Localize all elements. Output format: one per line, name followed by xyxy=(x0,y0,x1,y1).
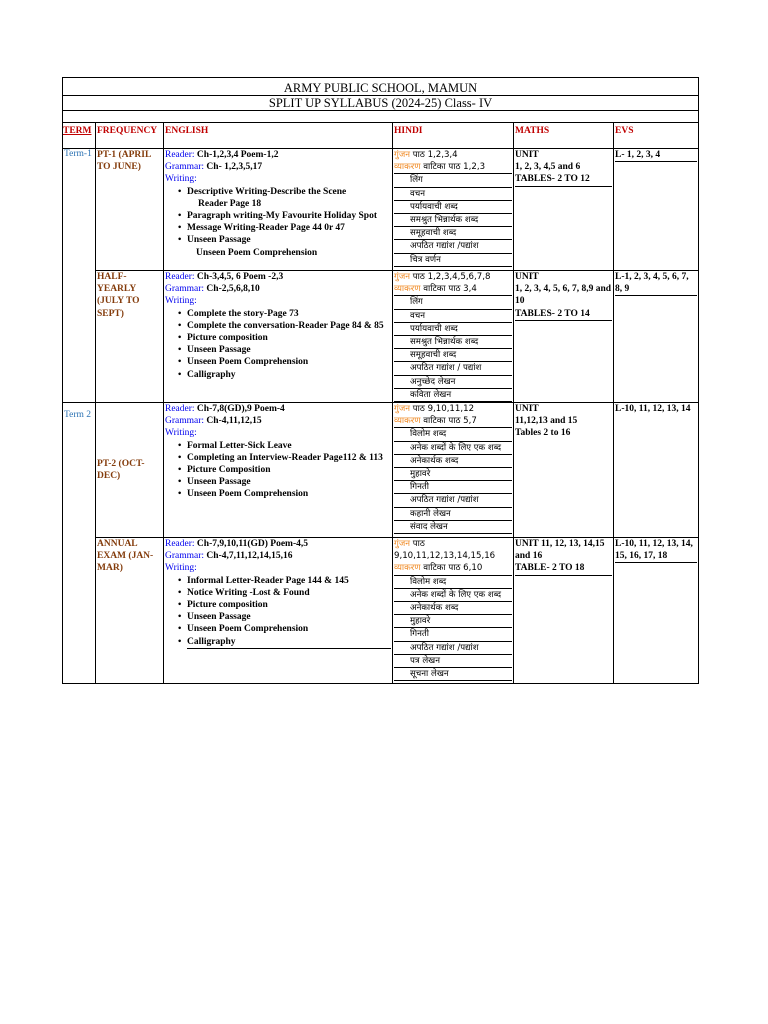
english-cell xyxy=(164,403,393,538)
evs-cell xyxy=(614,403,699,538)
list-item: मुहावरे xyxy=(394,615,512,628)
gunjan-label: गुंजन xyxy=(394,150,410,160)
list-item: • Complete the conversation-Reader Page 84 & 85 xyxy=(187,320,391,332)
english-cell xyxy=(164,271,393,403)
reader-value: Ch-3,4,5, 6 Poem -2,3 xyxy=(194,272,284,282)
list-item: वचन xyxy=(394,188,512,201)
list-item: सूचना लेखन xyxy=(394,668,512,681)
gunjan-value: पाठ 9,10,11,12 xyxy=(410,404,475,415)
maths-cell xyxy=(514,538,614,684)
col-english: ENGLISH xyxy=(164,123,393,149)
list-item: अनेकार्थक शब्द xyxy=(394,455,512,468)
col-hindi: HINDI xyxy=(393,123,514,149)
evs-cell xyxy=(614,271,699,403)
grammar-value: Ch- 1,2,3,5,17 xyxy=(204,162,263,173)
list-item: समश्रुत भिन्नार्थक शब्द xyxy=(394,336,512,349)
writing-label: Writing: xyxy=(165,563,197,574)
table-row xyxy=(63,403,699,538)
table-row xyxy=(63,271,699,403)
col-term: TERM xyxy=(63,123,96,149)
list-item: • Picture composition xyxy=(187,332,391,344)
column-header-row xyxy=(63,123,699,149)
list-item: गिनती xyxy=(394,628,512,641)
frequency-cell: ANNUAL EXAM (JAN-MAR) xyxy=(96,538,164,684)
english-cell xyxy=(164,149,393,271)
col-maths: MATHS xyxy=(514,123,614,149)
grammar-label: Grammar: xyxy=(165,162,205,173)
maths-cell xyxy=(514,271,614,403)
list-item: • Calligraphy xyxy=(187,369,391,381)
gunjan-label: गुंजन xyxy=(394,404,410,415)
list-item: गिनती xyxy=(394,481,512,494)
list-item: चित्र वर्णन xyxy=(394,254,512,267)
col-evs: EVS xyxy=(614,123,699,149)
gunjan-label: गुंजन xyxy=(394,539,410,550)
vyakaran-label: व्याकरण xyxy=(394,284,421,295)
list-item: पर्यायवाची शब्द xyxy=(394,323,512,336)
evs-cell xyxy=(614,538,699,684)
maths-cell xyxy=(514,403,614,538)
list-item: • Completing an Interview-Reader Page112 & 113 xyxy=(187,452,391,464)
vyakaran-label: व्याकरण xyxy=(394,563,421,574)
list-item: विलोम शब्द xyxy=(394,576,512,589)
writing-label: Writing: xyxy=(165,296,197,307)
table-row xyxy=(63,149,699,271)
list-item: • Complete the story-Page 73 xyxy=(187,308,391,320)
grammar-value: Ch-4,7,11,12,14,15,16 xyxy=(204,551,293,562)
grammar-label: Grammar: xyxy=(165,416,205,427)
frequency-cell: HALF-YEARLY (JULY TO SEPT) xyxy=(96,271,164,403)
maths-line: 11,12,13 and 15 xyxy=(515,416,578,427)
frequency-cell: PT-2 (OCT-DEC) xyxy=(96,403,164,538)
list-item: विलोम शब्द xyxy=(394,428,512,441)
list-item: समूहवाची शब्द xyxy=(394,227,512,240)
hindi-cell xyxy=(393,271,514,403)
grammar-label: Grammar: xyxy=(165,551,205,562)
list-item: अनेक शब्दों के लिए एक शब्द xyxy=(394,442,512,455)
gunjan-value: पाठ 1,2,3,4,5,6,7,8 xyxy=(410,272,491,282)
list-item: वचन xyxy=(394,310,512,323)
vyakaran-label: व्याकरण xyxy=(394,162,421,173)
list-item: कहानी लेखन xyxy=(394,508,512,521)
maths-line: 1, 2, 3, 4,5 and 6 xyxy=(515,162,581,173)
gunjan-value: पाठ 1,2,3,4 xyxy=(410,150,458,160)
writing-label: Writing: xyxy=(165,428,197,439)
list-item: • Picture composition xyxy=(187,599,391,611)
english-cell xyxy=(164,538,393,684)
list-item: • Unseen Poem Comprehension xyxy=(187,356,391,368)
vyakaran-label: व्याकरण xyxy=(394,416,421,427)
reader-value: Ch-1,2,3,4 Poem-1,2 xyxy=(194,150,279,160)
list-item: अनुच्छेद लेखन xyxy=(394,376,512,389)
gunjan-value: पाठ 9,10,11,12,13,14,15,16 xyxy=(394,539,496,562)
maths-line: 1, 2, 3, 4, 5, 6, 7, 8,9 and 10 xyxy=(515,284,612,307)
term-label: Term 2 xyxy=(64,410,92,421)
frequency-cell: PT-1 (APRIL TO JUNE) xyxy=(96,149,164,271)
grammar-value: Ch-2,5,6,8,10 xyxy=(204,284,260,295)
vyakaran-value: वाटिका पाठ 1,2,3 xyxy=(420,162,486,173)
reader-label: Reader: xyxy=(165,272,195,282)
list-item: • Unseen Poem Comprehension xyxy=(187,488,391,500)
list-item: पर्यायवाची शब्द xyxy=(394,201,512,214)
maths-line: TABLES- 2 TO 12 xyxy=(515,173,612,186)
list-item: • Unseen Passage xyxy=(187,476,391,488)
reader-label: Reader: xyxy=(165,150,195,160)
evs-value: L- 1, 2, 3, 4 xyxy=(615,149,697,162)
term-cell xyxy=(63,149,96,403)
hindi-cell xyxy=(393,403,514,538)
list-item-note: Reader Page 18 xyxy=(198,198,262,209)
writing-label: Writing: xyxy=(165,174,197,185)
reader-label: Reader: xyxy=(165,404,195,415)
list-item: अपठित गद्यांश /पद्यांश xyxy=(394,240,512,253)
term-cell xyxy=(63,403,96,684)
gunjan-label: गुंजन xyxy=(394,272,410,282)
list-item: कविता लेखन xyxy=(394,389,512,402)
maths-line: TABLE- 2 TO 18 xyxy=(515,562,612,575)
reader-label: Reader: xyxy=(165,539,195,550)
list-item: • Paragraph writing-My Favourite Holiday Spot xyxy=(187,210,391,222)
list-item: समश्रुत भिन्नार्थक शब्द xyxy=(394,214,512,227)
maths-line: Tables 2 to 16 xyxy=(515,428,571,439)
evs-value: L-1, 2, 3, 4, 5, 6, 7, 8, 9 xyxy=(615,271,697,296)
list-item: • Formal Letter-Sick Leave xyxy=(187,440,391,452)
list-item: • Picture Composition xyxy=(187,464,391,476)
vyakaran-value: वाटिका पाठ 3,4 xyxy=(420,284,477,295)
maths-line: UNIT 11, 12, 13, 14,15 and 16 xyxy=(515,539,605,562)
list-item: पत्र लेखन xyxy=(394,655,512,668)
list-item: • Calligraphy xyxy=(187,636,391,649)
list-item: अनेक शब्दों के लिए एक शब्द xyxy=(394,589,512,602)
list-item: लिंग xyxy=(394,296,512,309)
grammar-label: Grammar: xyxy=(165,284,205,295)
hindi-cell xyxy=(393,149,514,271)
evs-cell xyxy=(614,149,699,271)
maths-line: UNIT xyxy=(515,404,539,415)
list-item: • Unseen Passage xyxy=(187,234,391,246)
col-frequency: FREQUENCY xyxy=(96,123,164,149)
list-item: मुहावरे xyxy=(394,468,512,481)
list-item: अनेकार्थक शब्द xyxy=(394,602,512,615)
list-item-note: Unseen Poem Comprehension xyxy=(196,247,318,258)
list-item: • Descriptive Writing-Describe the Scene xyxy=(187,186,391,198)
reader-value: Ch-7,9,10,11(GD) Poem-4,5 xyxy=(194,539,309,550)
maths-line: UNIT xyxy=(515,150,539,160)
list-item: • Informal Letter-Reader Page 144 & 145 xyxy=(187,575,391,587)
list-item: संवाद लेखन xyxy=(394,521,512,534)
evs-value: L-10, 11, 12, 13, 14 xyxy=(615,404,691,415)
list-item: अपठित गद्यांश /पद्यांश xyxy=(394,494,512,507)
syllabus-page xyxy=(62,77,698,684)
list-item: • Notice Writing -Lost & Found xyxy=(187,587,391,599)
list-item: • Unseen Poem Comprehension xyxy=(187,623,391,635)
grammar-value: Ch-4,11,12,15 xyxy=(204,416,262,427)
syllabus-table xyxy=(62,77,699,684)
table-row xyxy=(63,538,699,684)
list-item: • Message Writing-Reader Page 44 0r 47 xyxy=(187,222,391,234)
hindi-cell xyxy=(393,538,514,684)
reader-value: Ch-7,8(GD),9 Poem-4 xyxy=(194,404,285,415)
list-item: • Unseen Passage xyxy=(187,611,391,623)
list-item: अपठित गद्यांश / पद्यांश xyxy=(394,362,512,375)
table-header xyxy=(63,78,699,123)
list-item: अपठित गद्यांश /पद्यांश xyxy=(394,642,512,655)
vyakaran-value: वाटिका पाठ 6,10 xyxy=(420,563,483,574)
list-item: • Unseen Passage xyxy=(187,344,391,356)
maths-line: TABLES- 2 TO 14 xyxy=(515,308,612,321)
list-item: समूहवाची शब्द xyxy=(394,349,512,362)
school-name: ARMY PUBLIC SCHOOL, MAMUN xyxy=(63,81,698,96)
list-item: लिंग xyxy=(394,174,512,187)
syllabus-title: SPLIT UP SYLLABUS (2024-25) Class- IV xyxy=(63,96,698,111)
maths-cell xyxy=(514,149,614,271)
evs-value: L-10, 11, 12, 13, 14, 15, 16, 17, 18 xyxy=(615,538,697,563)
term-label: Term-1 xyxy=(64,148,92,159)
maths-line: UNIT xyxy=(515,272,539,282)
vyakaran-value: वाटिका पाठ 5,7 xyxy=(420,416,477,427)
